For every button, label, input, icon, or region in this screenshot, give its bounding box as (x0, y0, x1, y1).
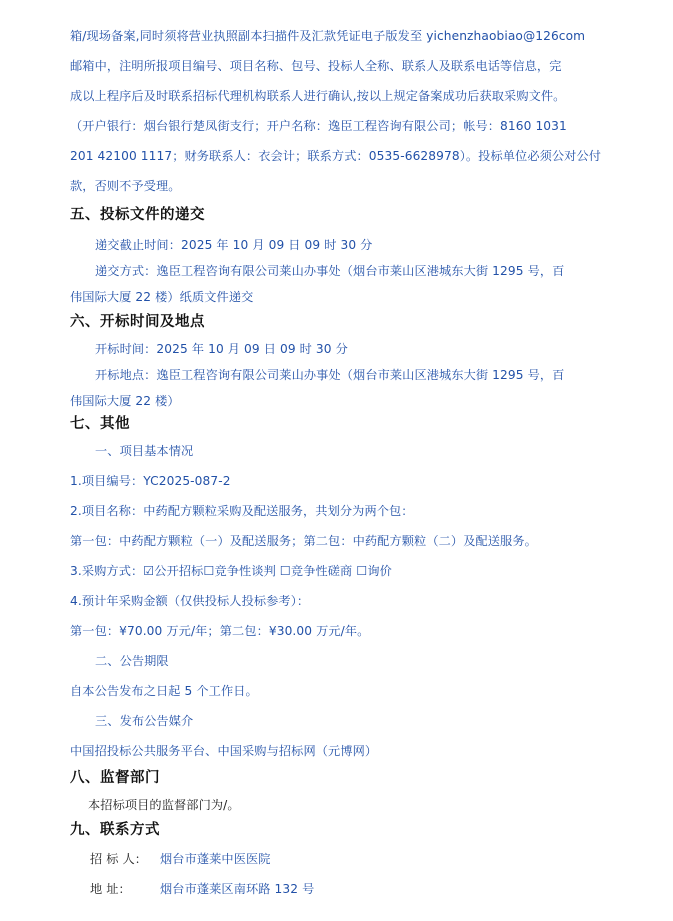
opening-time: 开标时间：2025 年 10 月 09 日 09 时 30 分 (95, 342, 348, 356)
project-basic-info-heading: 一、项目基本情况 (95, 444, 194, 458)
tenderer-label: 招 标 人： (90, 852, 148, 866)
project-number: 1.项目编号：YC2025-087-2 (70, 474, 231, 488)
submission-method-line-2: 伟国际大厦 22 楼）纸质文件递交 (70, 290, 254, 304)
package-details: 第一包：中药配方颗粒（一）及配送服务；第二包：中药配方颗粒（二）及配送服务。 (70, 534, 537, 548)
notice-period: 自本公告发布之日起 5 个工作日。 (70, 684, 258, 698)
opening-place-line-1: 开标地点：逸臣工程咨询有限公司莱山办事处（烟台市莱山区港城东大街 1295 号，百 (95, 368, 565, 382)
project-name: 2.项目名称：中药配方颗粒采购及配送服务，共划分为两个包： (70, 504, 414, 518)
estimated-amount-label: 4.预计年采购金额（仅供投标人投标参考）： (70, 594, 310, 608)
media-heading: 三、发布公告媒介 (95, 714, 194, 728)
intro-line-3: 成以上程序后及时联系招标代理机构联系人进行确认,按以上规定备案成功后获取采购文件。 (70, 89, 566, 103)
notice-period-heading: 二、公告期限 (95, 654, 169, 668)
procurement-method: 3.采购方式：☑公开招标☐竞争性谈判 ☐竞争性磋商 ☐询价 (70, 564, 392, 578)
supervision-dept: 本招标项目的监督部门为/。 (88, 798, 240, 812)
intro-line-4: （开户银行：烟台银行楚凤街支行；开户名称：逸臣工程咨询有限公司；帐号：8160 1031 (70, 119, 567, 133)
submission-method-line-1: 递交方式：逸臣工程咨询有限公司莱山办事处（烟台市莱山区港城东大街 1295 号，百 (95, 264, 565, 278)
intro-line-5: 201 42100 1117；财务联系人：衣会计；联系方式：0535-6628978）。投标单位必须公对公付 (70, 149, 602, 163)
intro-line-2: 邮箱中，注明所报项目编号、项目名称、包号、投标人全称、联系人及联系电话等信息，完 (70, 59, 562, 73)
opening-place-line-2: 伟国际大厦 22 楼） (70, 394, 180, 408)
publication-media: 中国招投标公共服务平台、中国采购与招标网（元博网） (70, 744, 378, 758)
address-value: 烟台市蓬莱区南环路 132 号 (160, 882, 315, 896)
section-8-heading: 八、监督部门 (70, 770, 160, 786)
intro-line-6: 款，否则不予受理。 (70, 179, 181, 193)
section-5-heading: 五、投标文件的递交 (70, 207, 205, 223)
section-9-heading: 九、联系方式 (70, 822, 160, 838)
tenderer-value: 烟台市蓬莱中医医院 (160, 852, 271, 866)
section-7-heading: 七、其他 (70, 416, 130, 432)
address-label: 地 址： (90, 882, 131, 896)
intro-line-1: 箱/现场备案,同时须将营业执照副本扫描件及汇款凭证电子版发至 yichenzhaobiao@126com (70, 29, 586, 43)
submission-deadline: 递交截止时间：2025 年 10 月 09 日 09 时 30 分 (95, 238, 373, 252)
section-6-heading: 六、开标时间及地点 (70, 314, 205, 330)
estimated-amount-detail: 第一包：¥70.00 万元/年；第二包：¥30.00 万元/年。 (70, 624, 370, 638)
